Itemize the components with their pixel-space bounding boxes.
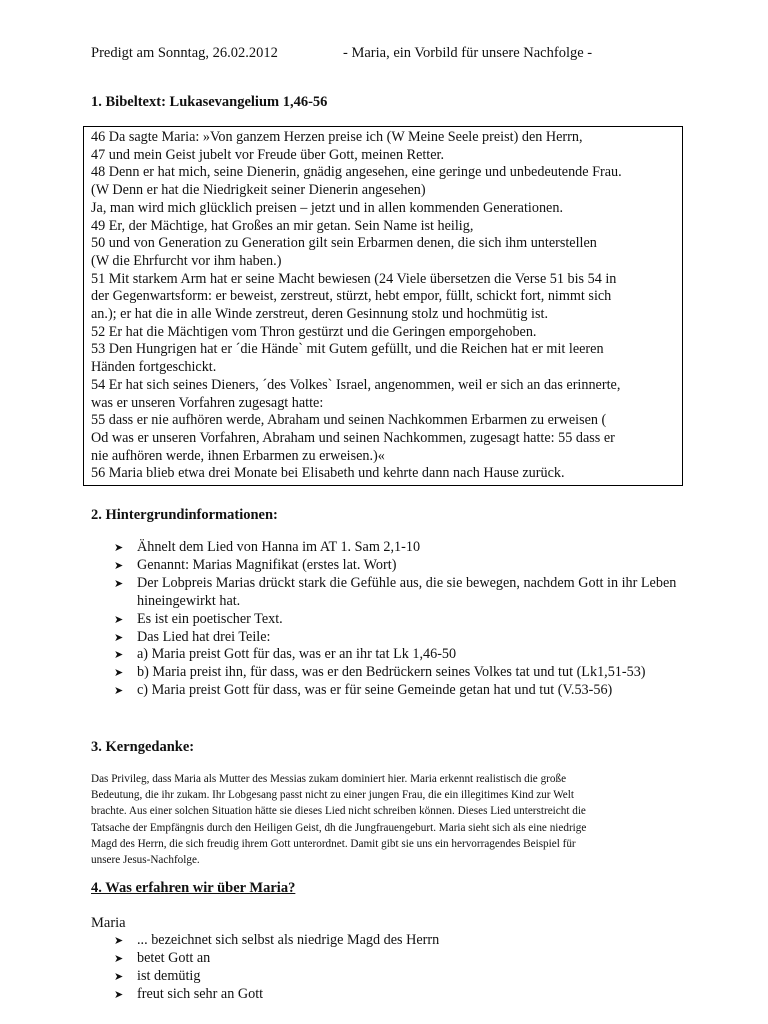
list-item: ➤ Der Lobpreis Marias drückt stark die Gefühle aus, die sie bewegen, nachdem Gott in ihr Leben hineingewirkt hat. (114, 574, 677, 609)
verse-line: 54 Er hat sich seines Dieners, ´des Volkes` Israel, angenommen, weil er sich an das erinnerte, (91, 376, 621, 393)
verse-line: 49 Er, der Mächtige, hat Großes an mir getan. Sein Name ist heilig, (91, 217, 474, 234)
verse-line: 55 dass er nie aufhören werde, Abraham und seinen Nachkommen Erbarmen zu erweisen ( (91, 412, 607, 429)
section-1-title: 1. Bibeltext: Lukasevangelium 1,46-56 (91, 94, 328, 110)
list-item: ➤ freut sich sehr an Gott (114, 985, 264, 1002)
list-item: ➤ Ähnelt dem Lied von Hanna im AT 1. Sam 2,1-10 (114, 539, 421, 555)
list-item: ➤ a) Maria preist Gott für das, was er an ihr tat Lk 1,46-50 (114, 646, 457, 663)
arrowhead-bullet-icon: ➤ (114, 934, 124, 947)
bible-text-box (83, 126, 683, 486)
arrowhead-bullet-icon: ➤ (114, 648, 124, 662)
arrowhead-bullet-icon: ➤ (114, 987, 124, 1001)
verse-line: was er unseren Vorfahren zugesagt hatte: (91, 394, 324, 411)
list-item: ➤ ist demütig (114, 967, 201, 984)
verse-line: nie aufhören werde, ihnen Erbarmen zu erweisen.)« (91, 447, 385, 464)
list-item: ➤ Genannt: Marias Magnifikat (erstes lat. Wort) (114, 556, 397, 573)
arrowhead-bullet-icon: ➤ (114, 666, 124, 680)
list-item: ➤ betet Gott an (114, 949, 211, 966)
verse-line: an.); er hat die in alle Winde zerstreut, deren Gesinnung stolz und hochmütig ist. (91, 306, 548, 323)
list-item: ➤ Es ist ein poetischer Text. (114, 610, 283, 627)
header-date: Predigt am Sonntag, 26.02.2012 (91, 45, 278, 61)
section-2-title: 2. Hintergrundinformationen: (91, 507, 278, 523)
verse-line: der Gegenwartsform: er beweist, zerstreut, stürzt, hebt empor, füllt, schickt fort, nimmt sich (91, 288, 612, 305)
arrowhead-bullet-icon: ➤ (114, 951, 124, 965)
verse-line: 48 Denn er hat mich, seine Dienerin, gnädig angesehen, eine geringe und unbedeutende Frau. (91, 164, 622, 181)
arrowhead-bullet-icon: ➤ (114, 558, 124, 572)
arrowhead-bullet-icon: ➤ (114, 684, 124, 698)
arrowhead-bullet-icon: ➤ (114, 541, 124, 554)
section-3-title: 3. Kerngedanke: (91, 739, 195, 755)
list-item: ➤ ... bezeichnet sich selbst als niedrige Magd des Herrn (114, 932, 440, 948)
verse-line: 50 und von Generation zu Generation gilt sein Erbarmen denen, die sich ihm unterstellen (91, 235, 597, 252)
background-info-list (91, 539, 691, 700)
verse-line: Ja, man wird mich glücklich preisen – jetzt und in allen kommenden Generationen. (91, 199, 563, 216)
verse-line: 53 Den Hungrigen hat er ´die Hände` mit Gutem gefüllt, und die Reichen hat er mit leeren (91, 341, 604, 358)
arrowhead-bullet-icon: ➤ (114, 630, 124, 644)
verse-line: 46 Da sagte Maria: »Von ganzem Herzen preise ich (W Meine Seele preist) den Herrn, (91, 129, 583, 145)
arrowhead-bullet-icon: ➤ (114, 969, 124, 983)
list-item: ➤ c) Maria preist Gott für dass, was er für seine Gemeinde getan hat und tut (V.53-56) (114, 682, 613, 699)
about-maria-list (91, 932, 691, 1004)
verse-line: (W die Ehrfurcht vor ihm haben.) (91, 252, 282, 269)
verse-line: 51 Mit starkem Arm hat er seine Macht bewiesen (24 Viele übersetzen die Verse 51 bis 54 in (91, 270, 617, 287)
list-item: ➤ Das Lied hat drei Teile: (114, 628, 271, 645)
arrowhead-bullet-icon: ➤ (114, 576, 124, 590)
verse-line: Händen fortgeschickt. (91, 359, 217, 376)
list-item: ➤ b) Maria preist ihn, für dass, was er den Bedrückern seines Volkes tat und tut (Lk1,51-53) (114, 664, 646, 681)
core-thought-paragraph: Das Privileg, dass Maria als Mutter des Messias zukam dominiert hier. Maria erkennt realistisch die große Bedeutung, die ihr zukam. Ihr Lobgesang passt nicht zu einer jungen Frau, die ein illegitimes Kind zur Welt brachte. Aus einer solchen Situation hätte sie dieses Lied nicht schreiben können. Dieses Lied unterstreicht die Tatsache der Empfängnis durch den Heiligen Geist, dh die Jungfrauengeburt. Maria sieht sich als eine niedrige Magd des Herrn, die sich freudig ihrem Gott unterordnet. Damit gibt sie uns ein hervorragendes Beispiel für unsere Jesus-Nachfolge. (91, 773, 587, 867)
verse-line: (W Denn er hat die Niedrigkeit seiner Dienerin angesehen) (91, 182, 426, 199)
arrowhead-bullet-icon: ➤ (114, 612, 124, 626)
verse-line: 56 Maria blieb etwa drei Monate bei Elisabeth und kehrte dann nach Hause zurück. (91, 465, 565, 482)
maria-label: Maria (91, 915, 126, 931)
verse-line: Od was er unseren Vorfahren, Abraham und seinen Nachkommen, zugesagt hatte: 55 dass er (91, 429, 615, 446)
verse-line: 47 und mein Geist jubelt vor Freude über Gott, meinen Retter. (91, 146, 445, 163)
verse-line: 52 Er hat die Mächtigen vom Thron gestürzt und die Geringen emporgehoben. (91, 323, 537, 340)
header-subtitle: - Maria, ein Vorbild für unsere Nachfolge - (343, 45, 593, 61)
section-4-title: 4. Was erfahren wir über Maria? (91, 880, 296, 896)
